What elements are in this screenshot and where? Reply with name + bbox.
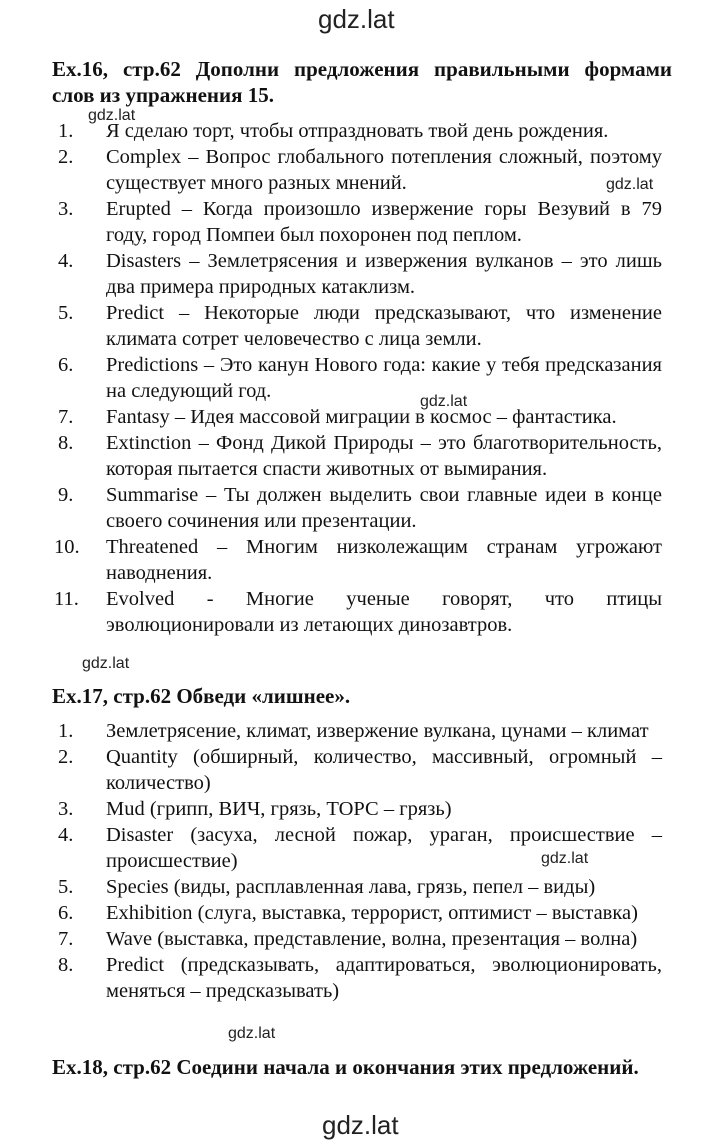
item-text: Я сделаю торт, чтобы отпраздновать твой день рождения. bbox=[106, 120, 609, 142]
item-number: 7. bbox=[58, 406, 74, 428]
item-number: 6. bbox=[58, 902, 74, 924]
watermark-small: gdz.lat bbox=[88, 107, 136, 124]
item-text: Species (виды, расплавленная лава, грязь, пепел – виды) bbox=[106, 876, 596, 898]
item-number: 8. bbox=[58, 954, 74, 976]
list-item bbox=[58, 248, 662, 300]
list-item bbox=[58, 900, 662, 926]
ex16-heading bbox=[52, 56, 672, 108]
item-number: 3. bbox=[58, 798, 74, 820]
ex17-heading: Ex.17, стр.62 Обведи «лишнее». bbox=[52, 684, 351, 708]
ex16-heading-line1: Ex.16, стр.62 Дополни предложения правильными формами bbox=[52, 57, 672, 81]
list-item bbox=[58, 952, 662, 1004]
list-item bbox=[58, 718, 662, 744]
ex18-heading: Ex.18, стр.62 Соедини начала и окончания этих предложений. bbox=[52, 1055, 639, 1079]
watermark-bottom: gdz.lat bbox=[322, 1110, 399, 1140]
item-text: Disaster (засуха, лесной пожар, ураган, происшествие – происшествие) bbox=[106, 824, 662, 872]
item-number: 3. bbox=[58, 198, 74, 220]
list-item bbox=[58, 118, 662, 144]
item-number: 6. bbox=[58, 354, 74, 376]
item-number: 8. bbox=[58, 432, 74, 454]
item-text: Predict (предсказывать, адаптироваться, эволюционировать, меняться – предсказывать) bbox=[106, 954, 662, 1002]
watermark-small: gdz.lat bbox=[420, 393, 468, 410]
watermark-small: gdz.lat bbox=[228, 1025, 276, 1042]
ex16-heading-line2: слов из упражнения 15. bbox=[52, 83, 274, 107]
watermark-small: gdz.lat bbox=[606, 176, 654, 193]
item-text: Quantity (обширный, количество, массивный, огромный – количество) bbox=[106, 746, 662, 794]
ex16-list bbox=[54, 118, 662, 638]
list-item bbox=[58, 430, 662, 482]
item-text: Extinction – Фонд Дикой Природы – это благотворительность, которая пытается спасти животных от вымирания. bbox=[106, 432, 662, 480]
list-item bbox=[58, 796, 662, 822]
item-number: 2. bbox=[58, 146, 74, 168]
item-text: Exhibition (слуга, выставка, террорист, оптимист – выставка) bbox=[106, 902, 638, 924]
watermark-small: gdz.lat bbox=[82, 655, 130, 672]
list-item bbox=[54, 586, 662, 638]
item-text: Predictions – Это канун Нового года: какие у тебя предсказания на следующий год. bbox=[106, 354, 662, 402]
item-number: 10. bbox=[54, 536, 80, 558]
list-item bbox=[58, 144, 662, 196]
list-item bbox=[58, 352, 662, 404]
item-text: Fantasy – Идея массовой миграции в космос – фантастика. bbox=[106, 406, 617, 428]
item-number: 5. bbox=[58, 876, 74, 898]
item-text: Complex – Вопрос глобального потепления сложный, поэтому существует много разных мнений. bbox=[106, 146, 662, 194]
list-item bbox=[58, 874, 662, 900]
watermark-small: gdz.lat bbox=[541, 850, 589, 867]
item-number: 5. bbox=[58, 302, 74, 324]
item-text: Predict – Некоторые люди предсказывают, что изменение климата сотрет человечество с лица земли. bbox=[106, 302, 662, 350]
item-number: 1. bbox=[58, 720, 74, 742]
list-item bbox=[58, 196, 662, 248]
item-number: 7. bbox=[58, 928, 74, 950]
item-number: 1. bbox=[58, 120, 74, 142]
item-text: Summarise – Ты должен выделить свои главные идеи в конце своего сочинения или презентации. bbox=[106, 484, 662, 532]
item-text: Threatened – Многим низколежащим странам угрожают наводнения. bbox=[106, 536, 662, 584]
item-number: 4. bbox=[58, 824, 74, 846]
list-item bbox=[58, 482, 662, 534]
list-item bbox=[54, 534, 662, 586]
list-item bbox=[58, 926, 662, 952]
item-text: Mud (грипп, ВИЧ, грязь, ТОРС – грязь) bbox=[106, 798, 452, 820]
item-number: 4. bbox=[58, 250, 74, 272]
item-text: Землетрясение, климат, извержение вулкана, цунами – климат bbox=[106, 720, 649, 742]
item-number: 11. bbox=[54, 588, 79, 610]
item-text: Erupted – Когда произошло извержение горы Везувий в 79 году, город Помпеи был похоронен под пеплом. bbox=[106, 198, 662, 246]
watermark-top: gdz.lat bbox=[318, 4, 395, 34]
item-text: Wave (выставка, представление, волна, презентация – волна) bbox=[106, 928, 638, 950]
item-number: 2. bbox=[58, 746, 74, 768]
list-item bbox=[58, 300, 662, 352]
list-item bbox=[58, 404, 662, 430]
item-text: Evolved - Многие ученые говорят, что птицы эволюционировали из летающих динозавтров. bbox=[106, 588, 662, 636]
list-item bbox=[58, 744, 662, 796]
item-number: 9. bbox=[58, 484, 74, 506]
item-text: Disasters – Землетрясения и извержения вулканов – это лишь два примера природных катаклизм. bbox=[106, 250, 662, 298]
